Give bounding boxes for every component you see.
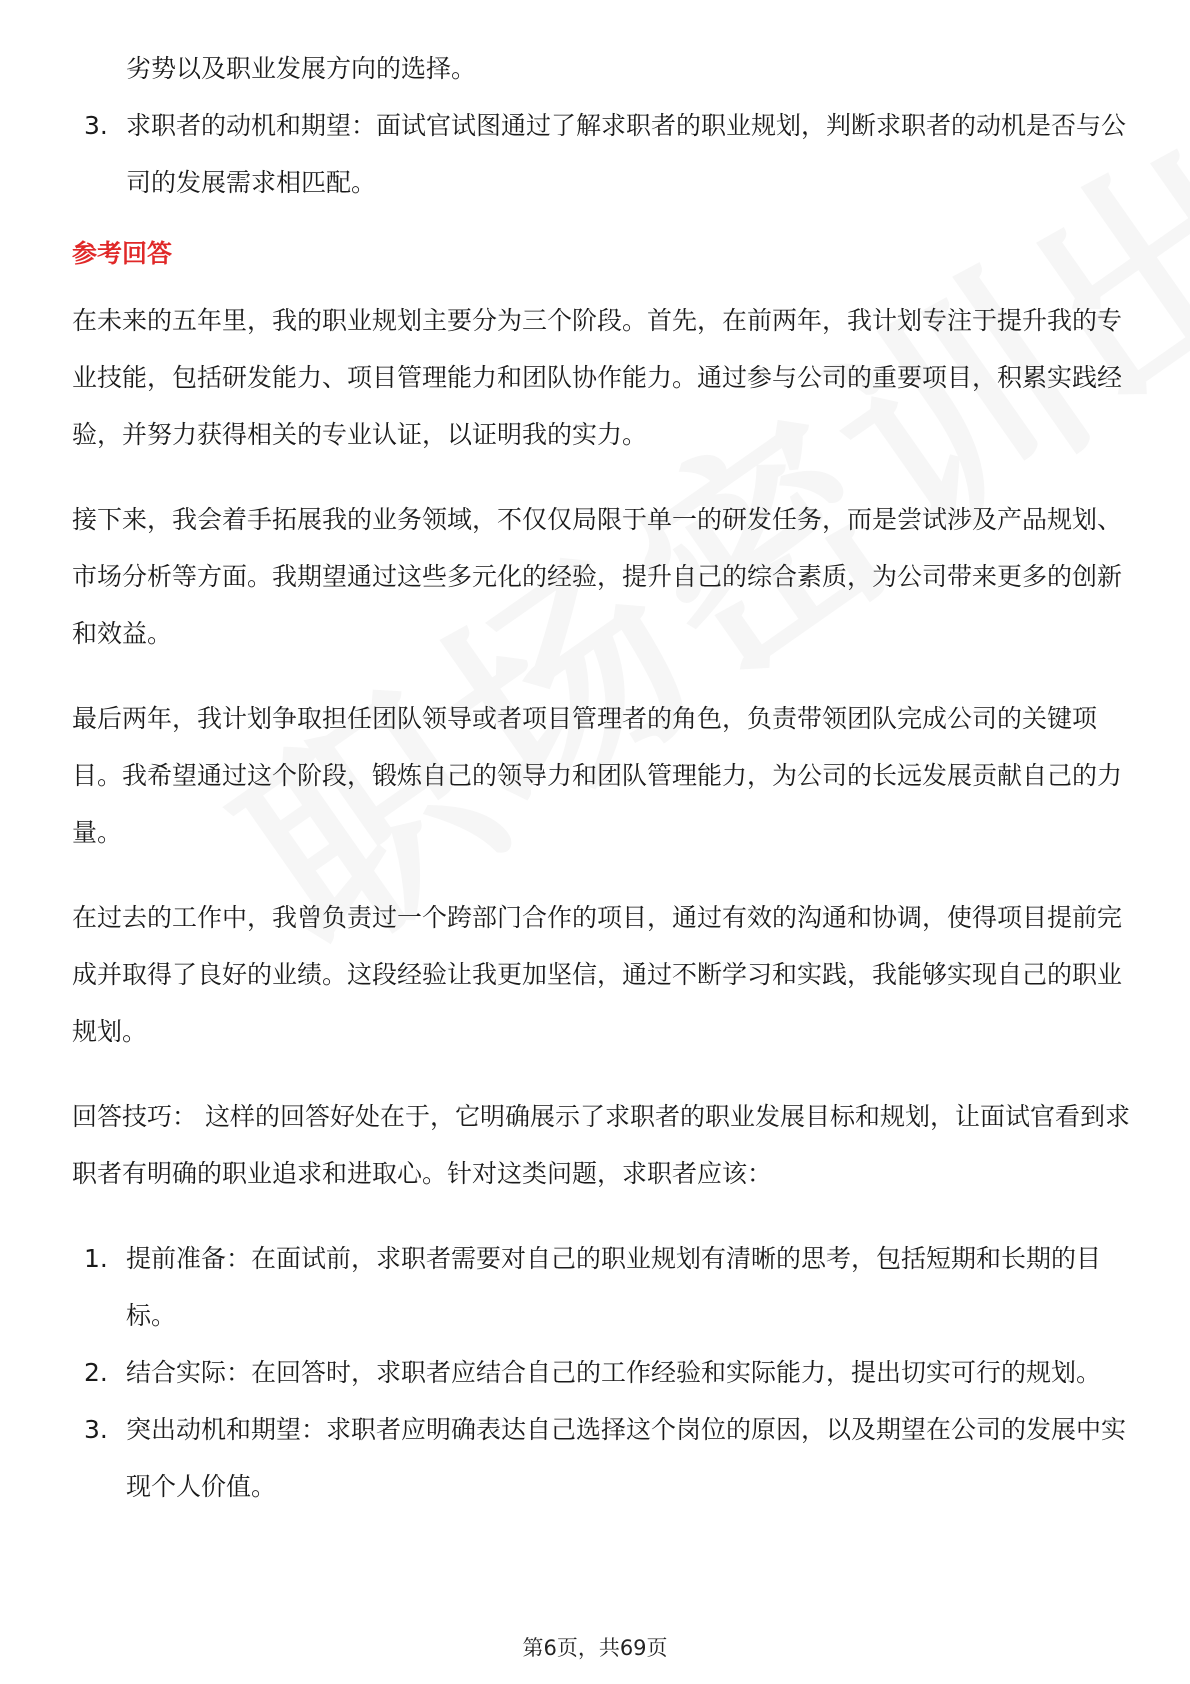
paragraph: 回答技巧： 这样的回答好处在于，它明确展示了求职者的职业发展目标和规划，让面试官看到求职者有明确的职业追求和进取心。针对这类问题，求职者应该： [72,1102,1130,1188]
list-item-text: 突出动机和期望：求职者应明确表达自己选择这个岗位的原因，以及期望在公司的发展中实现个人价值。 [126,1415,1127,1501]
section-heading: 参考回答 [72,239,173,268]
list-item [72,97,1132,211]
list-number: 2. [84,1358,108,1387]
paragraph: 在未来的五年里，我的职业规划主要分为三个阶段。首先，在前两年，我计划专注于提升我的专业技能，包括研发能力、项目管理能力和团队协作能力。通过参与公司的重要项目，积累实践经验，并努力获得相关的专业认证，以证明我的实力。 [72,306,1123,449]
tips-list [72,1230,1132,1515]
list-number: 1. [84,1244,108,1273]
list-item-text: 提前准备：在面试前，求职者需要对自己的职业规划有清晰的思考，包括短期和长期的目标。 [126,1244,1102,1330]
paragraph: 在过去的工作中，我曾负责过一个跨部门合作的项目，通过有效的沟通和协调，使得项目提前完成并取得了良好的业绩。这段经验让我更加坚信，通过不断学习和实践，我能够实现自己的职业规划。 [72,903,1123,1046]
list-item-continuation: 劣势以及职业发展方向的选择。 [126,54,477,83]
list-number: 3. [84,111,108,140]
list-item [72,1230,1132,1344]
list-item [72,1344,1132,1401]
paragraph: 最后两年，我计划争取担任团队领导或者项目管理者的角色，负责带领团队完成公司的关键项目。我希望通过这个阶段，锻炼自己的领导力和团队管理能力，为公司的长远发展贡献自己的力量。 [72,704,1123,847]
page-content [72,40,1132,1515]
list-number: 3. [84,1415,108,1444]
list-item-text: 求职者的动机和期望：面试官试图通过了解求职者的职业规划，判断求职者的动机是否与公司的发展需求相匹配。 [126,111,1127,197]
intro-list [72,97,1132,211]
paragraph: 接下来，我会着手拓展我的业务领域，不仅仅局限于单一的研发任务，而是尝试涉及产品规划、市场分析等方面。我期望通过这些多元化的经验，提升自己的综合素质，为公司带来更多的创新和效益。 [72,505,1123,648]
list-item [72,1401,1132,1515]
list-item-text: 结合实际：在回答时，求职者应结合自己的工作经验和实际能力，提出切实可行的规划。 [126,1358,1102,1387]
page-number: 第6页，共69页 [522,1636,668,1660]
